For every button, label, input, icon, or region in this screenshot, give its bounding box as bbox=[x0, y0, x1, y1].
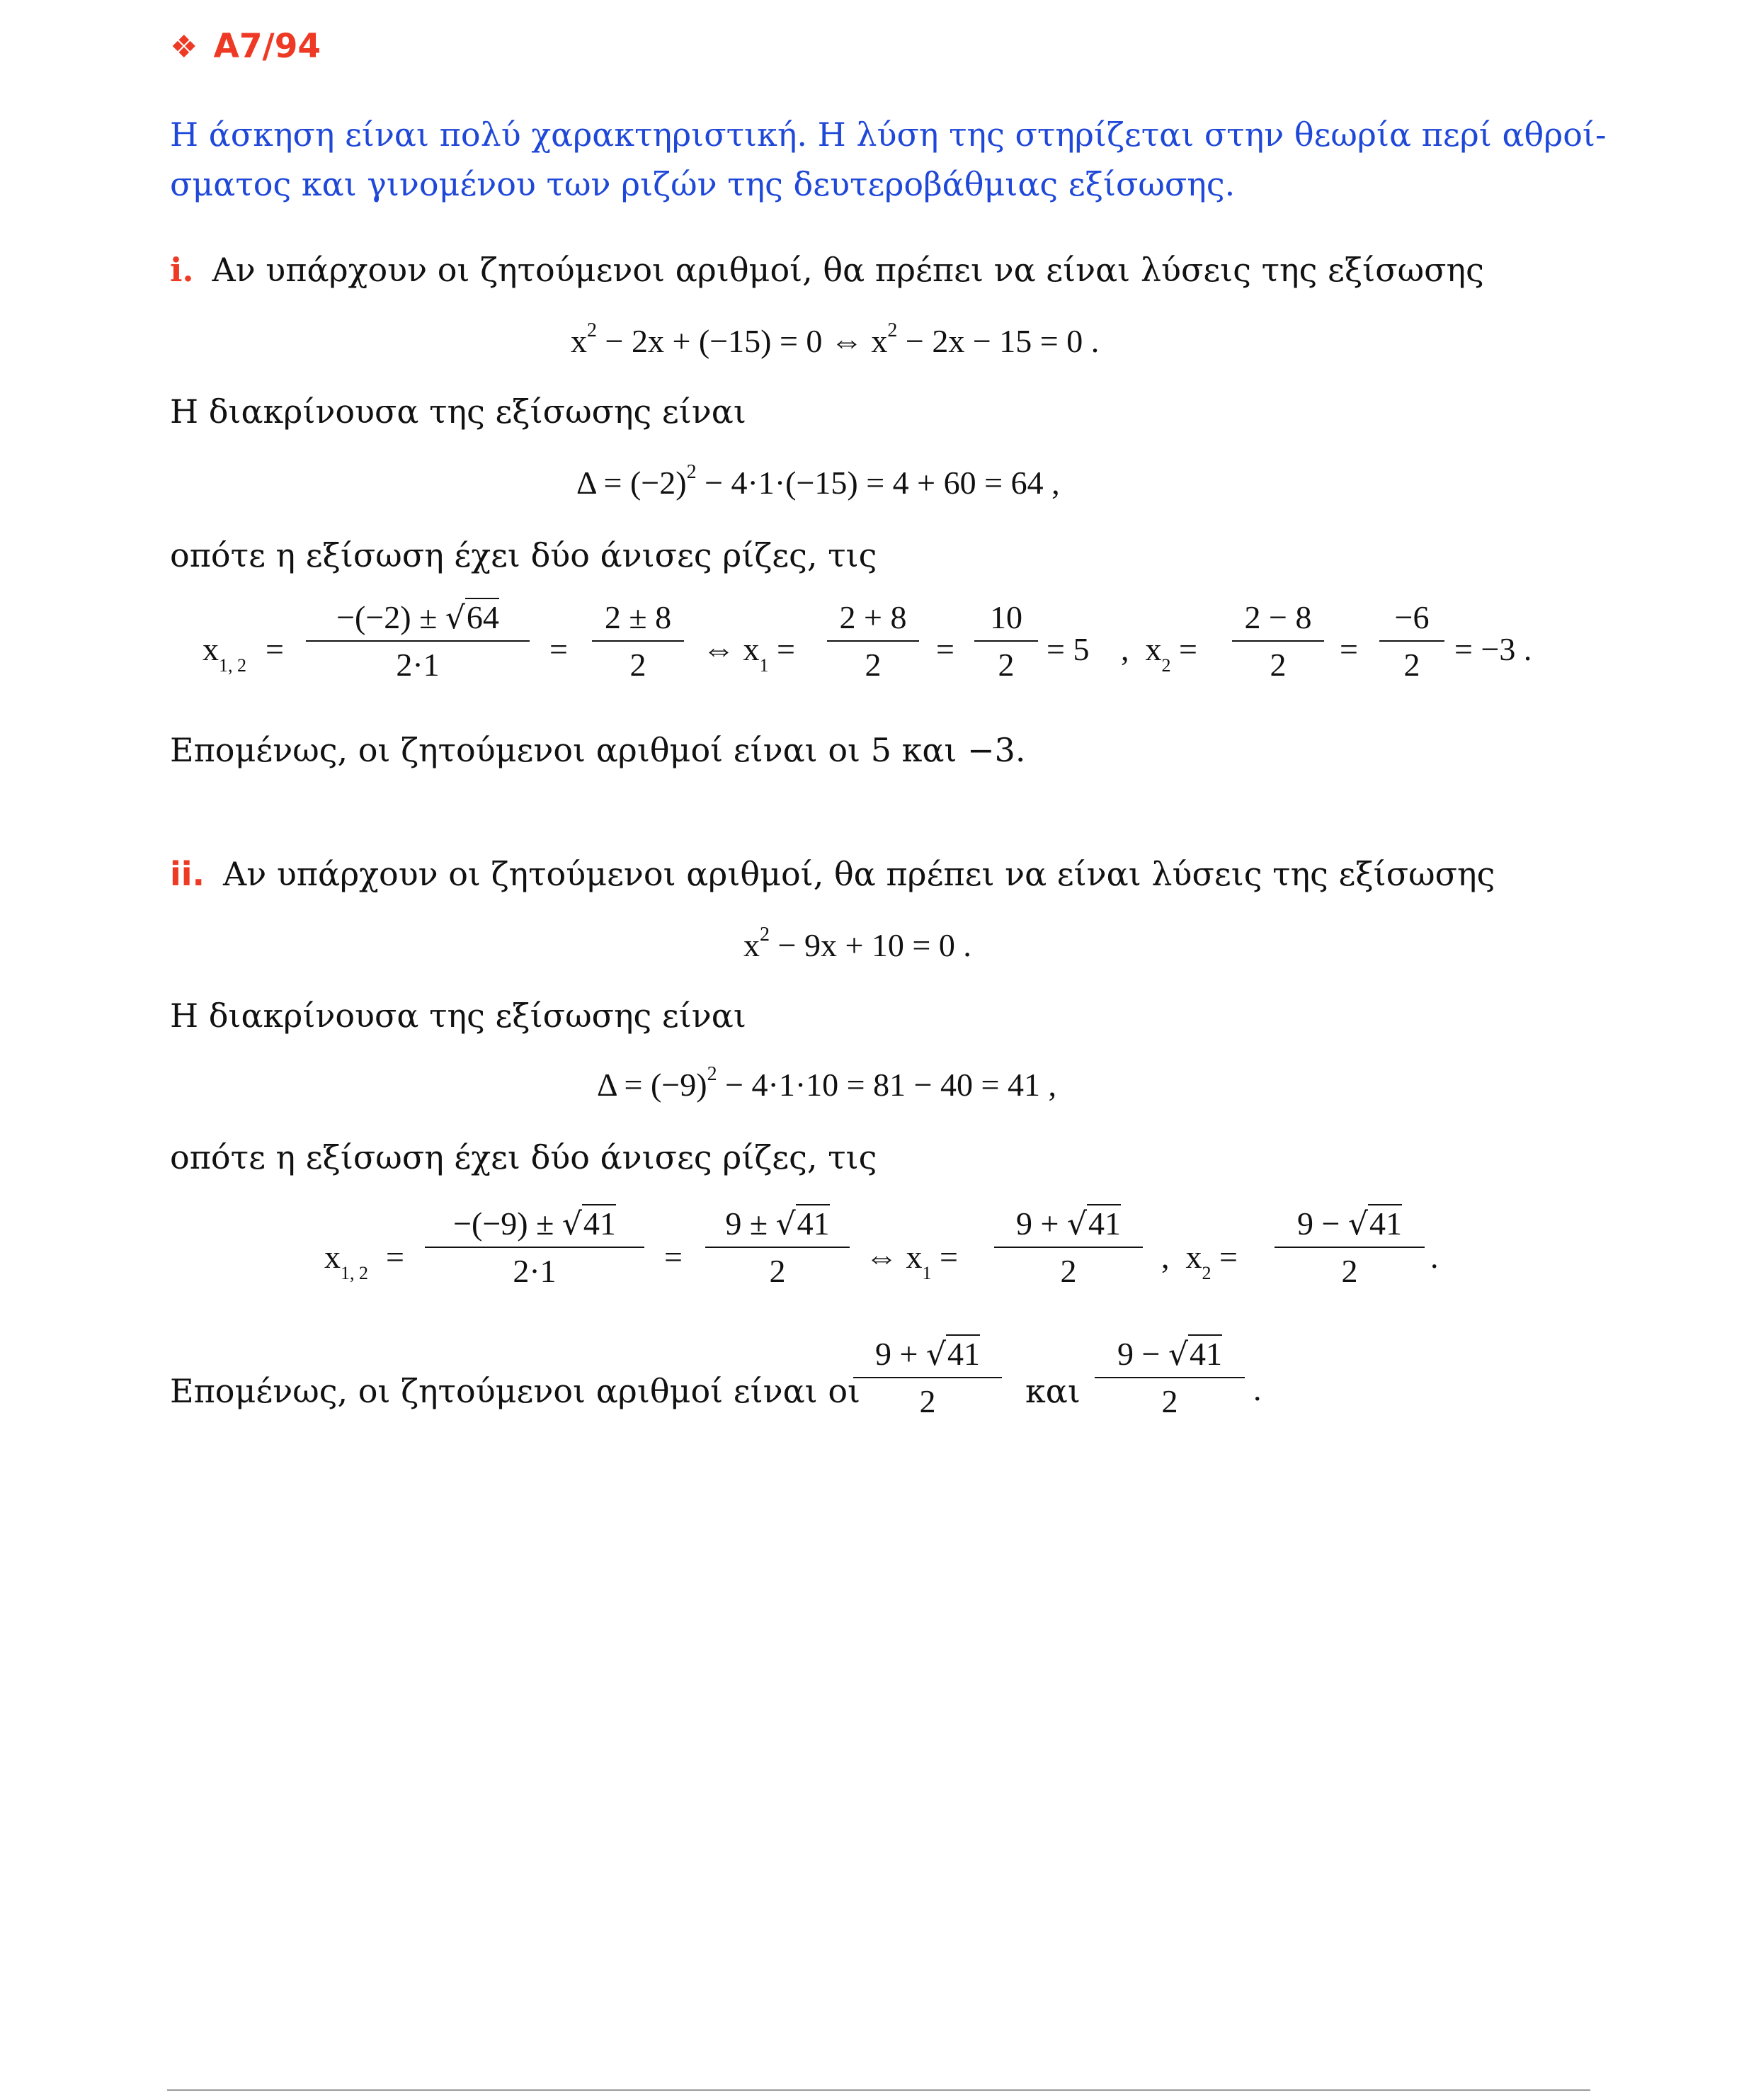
part-i-x2-mid-num: −6 bbox=[1394, 599, 1430, 635]
part-ii-x12-label: $x_{1, 2}$ bbox=[324, 1239, 368, 1283]
part-i-x1-mid-num: 10 bbox=[990, 599, 1022, 635]
diamond-bullet-icon: ❖ bbox=[170, 29, 198, 65]
part-i-x2-fraction-num: 2 − 8 bbox=[1244, 599, 1312, 635]
part-i-x1-value: = 5 bbox=[1047, 631, 1090, 667]
intro-paragraph bbox=[170, 110, 1607, 209]
part-i-x2-value: = −3 . bbox=[1454, 631, 1532, 667]
part-ii-discriminant: $\Delta = (-9)^2 - 4\cdot 1\cdot 10 = 81 - 40 = 41$ , bbox=[597, 1063, 1056, 1103]
part-ii-root-fraction-2 bbox=[705, 1203, 850, 1292]
part-ii-x1-fraction-num: 9 + √41 bbox=[1016, 1205, 1121, 1242]
part-i-root-fraction-1-num: −(−2) ± √64 bbox=[336, 599, 499, 636]
part-i-x2-label: , $x_2$ = bbox=[1121, 631, 1197, 676]
part-ii-root-fraction-2-den: 2 bbox=[769, 1253, 786, 1289]
part-i-x12-label: $x_{1, 2}$ bbox=[203, 631, 246, 676]
part-ii-x1-fraction-den: 2 bbox=[1060, 1253, 1077, 1289]
part-ii-root-fraction-2-num: 9 ± √41 bbox=[725, 1205, 830, 1242]
part-i-root-fraction-2-num: 2 ± 8 bbox=[604, 599, 672, 635]
part-ii-x2-fraction-num: 9 − √41 bbox=[1297, 1205, 1402, 1242]
part-ii-conclusion-fraction-2 bbox=[1095, 1333, 1245, 1422]
part-ii-roots-intro: οπότε η εξίσωση έχει δύο άνισες ρίζες, τις bbox=[170, 1138, 877, 1176]
part-i-discriminant-intro: Η διακρίνουσα της εξίσωσης είναι bbox=[170, 392, 746, 431]
part-i-x1-fraction bbox=[827, 596, 919, 686]
equals-sign: = bbox=[386, 1239, 404, 1275]
part-ii-root-fraction-1-den: 2·1 bbox=[513, 1253, 557, 1289]
part-ii-conclusion-fraction-2-num: 9 − √41 bbox=[1117, 1336, 1222, 1373]
part-i-x2-mid-fraction bbox=[1379, 596, 1444, 686]
part-i-equation: $x^2 - 2x + (-15) = 0$ ⇔ $x^2 - 2x - 15 = 0$ . bbox=[571, 319, 1100, 359]
part-ii-x2-fraction bbox=[1275, 1203, 1425, 1292]
part-ii-conclusion-fraction-1 bbox=[853, 1333, 1002, 1422]
equals-sign: = bbox=[936, 631, 954, 667]
part-ii-conclusion-fraction-1-num: 9 + √41 bbox=[875, 1336, 980, 1373]
part-ii-conclusion-end: . bbox=[1253, 1371, 1262, 1407]
intro-line-1: Η άσκηση είναι πολύ χαρακτηριστική. Η λύση της στηρίζεται στην θεωρία περί αθροί- bbox=[170, 115, 1607, 154]
part-i-root-fraction-2 bbox=[592, 596, 684, 686]
footer-divider bbox=[167, 2089, 1590, 2091]
part-ii-root-fraction-1-num: −(−9) ± √41 bbox=[453, 1205, 616, 1242]
part-i-x1-label: ⇔ $x_1$ = bbox=[702, 631, 795, 676]
part-ii-x1-fraction bbox=[994, 1203, 1143, 1292]
part-ii-x1-label: ⇔ $x_1$ = bbox=[865, 1239, 958, 1283]
part-ii-root-fraction-1 bbox=[425, 1203, 644, 1292]
part-i-conclusion-text: Επομένως, οι ζητούμενοι αριθμοί είναι οι 5 και −3. bbox=[170, 731, 1026, 769]
part-ii-x2-fraction-den: 2 bbox=[1341, 1253, 1358, 1289]
part-ii-statement-text: Αν υπάρχουν οι ζητούμενοι αριθμοί, θα πρέπει να είναι λύσεις της εξίσωσης bbox=[223, 855, 1495, 893]
part-i-x1-fraction-num: 2 + 8 bbox=[839, 599, 907, 635]
part-ii-conclusion-fraction-1-den: 2 bbox=[919, 1383, 936, 1419]
equals-sign: = bbox=[1340, 631, 1358, 667]
part-i-root-fraction-1-den: 2·1 bbox=[396, 647, 440, 683]
part-i-x1-mid-fraction bbox=[974, 596, 1038, 686]
part-i-x2-fraction bbox=[1232, 596, 1324, 686]
part-i-x1-mid-den: 2 bbox=[998, 647, 1015, 683]
intro-line-2: σματος και γινομένου των ριζών της δευτεροβάθμιας εξίσωσης. bbox=[170, 165, 1236, 203]
exercise-heading bbox=[170, 27, 321, 66]
equals-sign: = bbox=[549, 631, 568, 667]
part-i-root-fraction-2-den: 2 bbox=[629, 647, 646, 683]
exercise-title: A7/94 bbox=[213, 27, 321, 66]
part-i-statement bbox=[170, 249, 1484, 290]
part-ii-statement bbox=[170, 853, 1495, 895]
part-i-x2-fraction-den: 2 bbox=[1270, 647, 1287, 683]
part-i-discriminant: $\Delta = (-2)^2 - 4\cdot 1\cdot(-15) = 4 + 60 = 64$ , bbox=[576, 461, 1060, 501]
part-ii-x2-label: , $x_2$ = bbox=[1161, 1239, 1238, 1283]
part-i-statement-text: Αν υπάρχουν οι ζητούμενοι αριθμοί, θα πρέπει να είναι λύσεις της εξίσωσης bbox=[212, 251, 1484, 289]
equals-sign: = bbox=[664, 1239, 683, 1275]
part-ii-marker: ii. bbox=[170, 855, 205, 893]
part-i-conclusion bbox=[170, 730, 1026, 771]
part-i-eq-sign: = bbox=[266, 631, 284, 667]
part-ii-equation: $x^2 - 9x + 10 = 0$ . bbox=[743, 924, 971, 963]
period: . bbox=[1430, 1239, 1439, 1275]
part-i-marker: i. bbox=[170, 251, 194, 289]
part-i-roots-intro: οπότε η εξίσωση έχει δύο άνισες ρίζες, τις bbox=[170, 536, 877, 574]
part-ii-conclusion-and: και bbox=[1025, 1372, 1081, 1410]
part-ii-discriminant-intro: Η διακρίνουσα της εξίσωσης είναι bbox=[170, 997, 746, 1035]
part-i-x2-mid-den: 2 bbox=[1403, 647, 1420, 683]
part-i-root-fraction-1 bbox=[306, 596, 530, 686]
part-ii-conclusion-prefix: Επομένως, οι ζητούμενοι αριθμοί είναι οι bbox=[170, 1372, 861, 1410]
part-ii-conclusion-fraction-2-den: 2 bbox=[1161, 1383, 1178, 1419]
part-i-x1-fraction-den: 2 bbox=[865, 647, 882, 683]
